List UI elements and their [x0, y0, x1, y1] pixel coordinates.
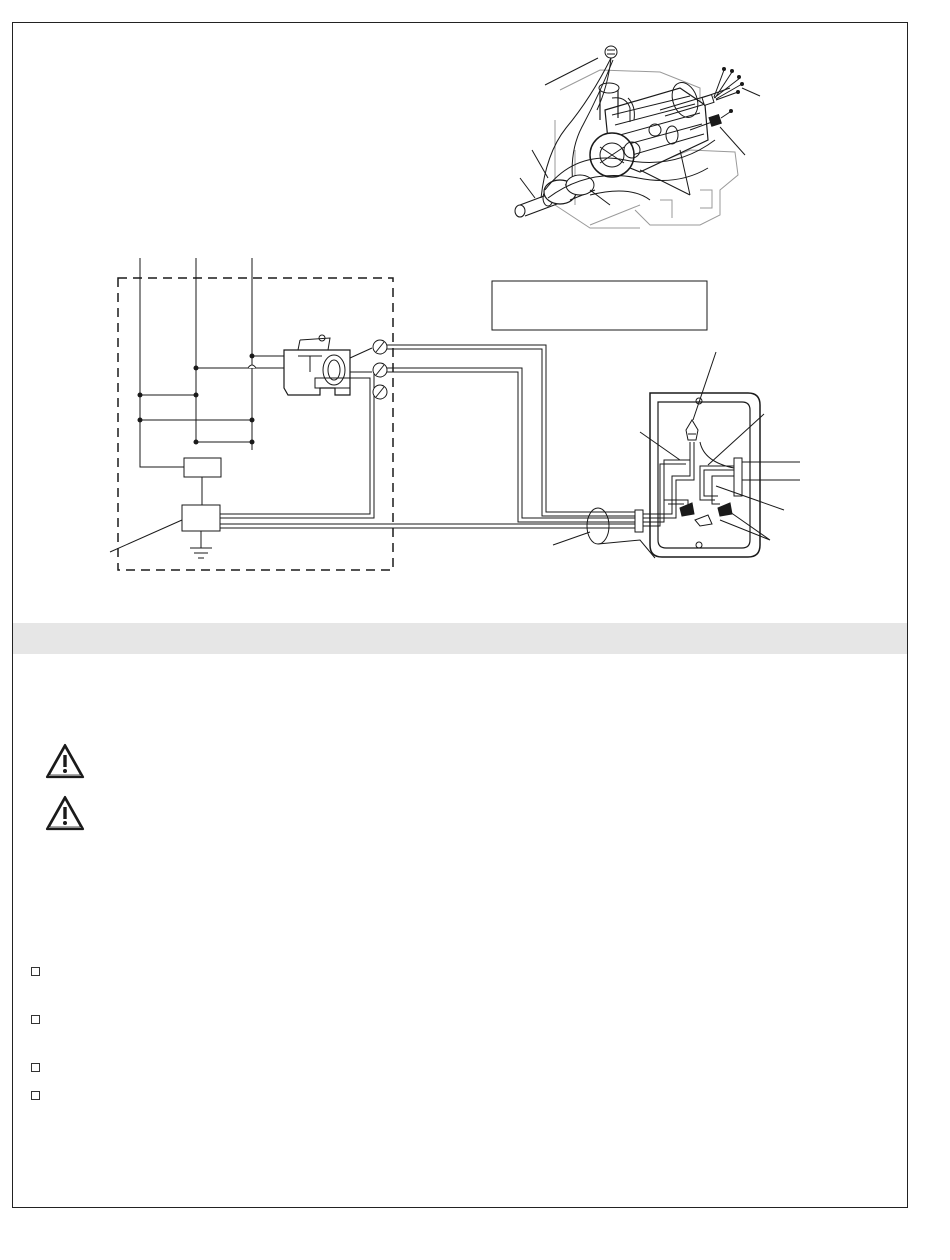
electrical-schematic [110, 258, 707, 570]
wire-nut-icon [680, 420, 732, 526]
warning-triangle-icon [44, 794, 86, 832]
checkbox-icon [31, 1063, 40, 1072]
ground-symbol-icon [190, 531, 212, 558]
junction-box-icon [553, 352, 800, 558]
switch-icon [284, 335, 372, 395]
warning-triangle-icon [44, 742, 86, 780]
pump-motor-assembly-icon [515, 46, 760, 228]
section-header-band [13, 623, 907, 654]
wiring-diagram [0, 0, 950, 600]
checkbox-icon [31, 1015, 40, 1024]
terminal-screw-icon [373, 340, 387, 399]
checkbox-icon [31, 967, 40, 976]
checkbox-icon [31, 1091, 40, 1100]
